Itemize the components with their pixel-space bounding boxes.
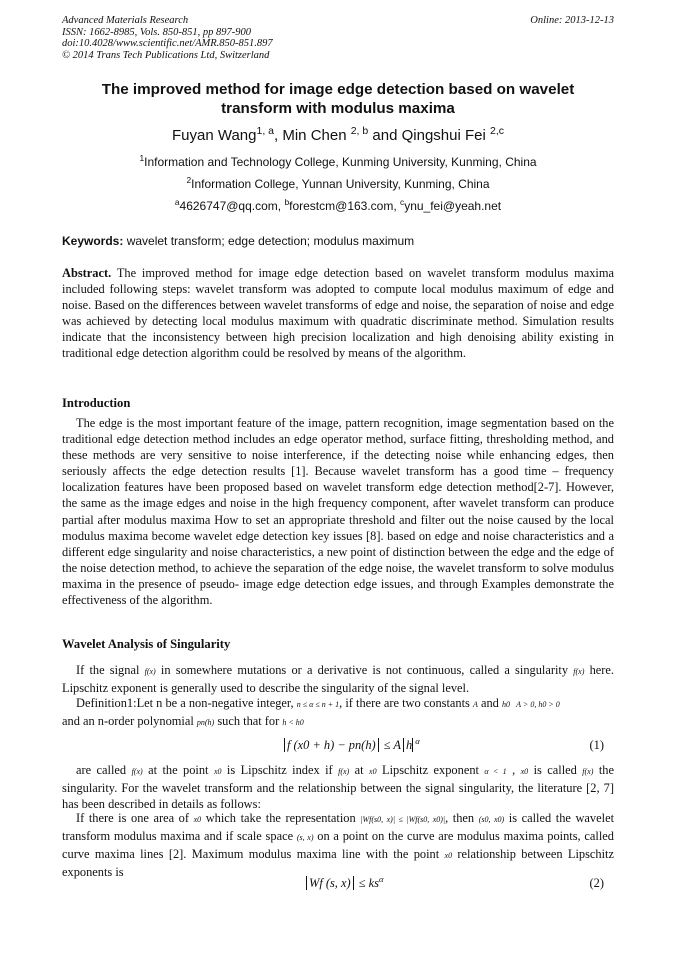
- author-2-sup: 2, b: [350, 125, 369, 137]
- text-run: ,: [506, 763, 521, 777]
- text-run: If the signal: [76, 663, 145, 677]
- online-date: Online: 2013-12-13: [530, 15, 614, 26]
- math-x0: x0: [369, 767, 377, 776]
- email-b-sup: b: [284, 197, 290, 207]
- text-run: the singularity. For the wavelet transform and the relationship between the signal singularity, the literature [2, 7] has been described in details as follows:: [62, 763, 614, 812]
- affiliation-2-text: Information College, Yunnan University, Kunming, China: [191, 177, 490, 191]
- text-run: Lipschitz exponent: [376, 763, 485, 777]
- affiliation-2-sup: 2: [186, 175, 192, 185]
- text-run: at: [349, 763, 370, 777]
- text-run: If there is one area of: [76, 811, 194, 825]
- author-1: Fuyan Wang: [172, 127, 257, 144]
- abstract-label: Abstract.: [62, 266, 112, 280]
- text-run: , if there are two constants: [339, 696, 473, 710]
- equation-1-body: [284, 735, 420, 753]
- affiliation-1-sup: 1: [139, 153, 145, 163]
- eq1-lhs: f (x0 + h) − pn(h): [284, 738, 376, 752]
- eq1-bar: [378, 738, 381, 752]
- email-a-sup: a: [174, 197, 180, 207]
- email-b[interactable]: forestcm@163.com,: [289, 199, 401, 213]
- text-run: and: [477, 696, 502, 710]
- text-run: such that for: [214, 714, 283, 729]
- email-line: [62, 199, 614, 214]
- text-run: here. Lipschitz exponent is generally used to describe the singularity of the signal level.: [62, 663, 614, 696]
- doi-line: doi:10.4028/www.scientific.net/AMR.850-851.897: [62, 38, 273, 49]
- eq2-rhs: ≤ ks: [358, 876, 379, 890]
- intro-heading: Introduction: [62, 396, 131, 410]
- equation-2: [62, 873, 614, 894]
- lipschitz-paragraph: [62, 762, 614, 812]
- text-run: which take the representation: [201, 811, 361, 825]
- singularity-paragraph: [62, 662, 614, 696]
- keywords-text: wavelet transform; edge detection; modulus maximum: [123, 234, 415, 248]
- email-c[interactable]: ynu_fei@yeah.net: [404, 199, 502, 213]
- author-list: [62, 126, 614, 146]
- text-run: are called: [76, 763, 132, 777]
- keywords: [62, 234, 614, 249]
- affiliation-2: [62, 177, 614, 192]
- author-3: and Qingshui Fei: [368, 127, 490, 144]
- math-n-range: n ≤ α ≤ n + 1: [296, 700, 340, 709]
- text-run: is Lipschitz index if: [221, 763, 339, 777]
- text-run: at the point: [142, 763, 214, 777]
- abstract-text: The improved method for image edge detection based on wavelet transform modulus maxima included following steps: wavelet transform was adopted to compute local modulus maximum of edge and noise. Based on the differences between wavelet transforms of edge and noise, the separation of noise and edge was achieved by detecting local modulus maximum with quadratic discriminate method. Simulation results indicate that the inconsistency between high precision localization and high denoising ability existing in traditional edge detection algorithm could be resolved by means of the algorithm.: [62, 266, 614, 361]
- math-cond: A > 0, h0 > 0: [516, 700, 560, 709]
- text-run: relationship between Lipschitz exponents is: [62, 847, 614, 880]
- text-run: , then: [445, 811, 479, 825]
- eq1-alpha: α: [415, 735, 420, 746]
- text-run: on a point on the curve are modulus maxima points, called curve maxima lines [2]. Maximum modulus maxima line with the point: [62, 829, 614, 862]
- eq2-alpha: α: [378, 873, 384, 884]
- email-a[interactable]: 4626747@qq.com,: [179, 199, 285, 213]
- author-2: , Min Chen: [274, 127, 351, 144]
- math-x0: x0: [213, 767, 222, 776]
- intro-paragraph: The edge is the most important feature of the image, pattern recognition, image segmentation based on the traditional edge detection method includes an edge operator method, surface fitting, thresholding method, and these methods are very sensitive to noise interference, if the detecting noise while enhancing edges, then seriously affects the edge detection results [1]. Because wavelet transform has a good time – frequency localization features have been proposed based on wavelet transform edge detection method[2-7]. However, the same as the image edges and noise in the high frequency component, after wavelet transform can produce partial after modulus maxima How to set an appropriate threshold and filter out the noise caused by the local modulus maxima become wavelet edge detection key issues [8]. based on edge and noise characteristics and a different edge singularity and noise characteristics, a new point of distinction between the edge and the edge of the noise detection method, to achieve the separation of the edge noise, the wavelet transform to solve modulus maxima in the presence of pseudo- image edge detection edge issues, and through Examples demonstrate the effectiveness of the algorithm.: [62, 416, 614, 608]
- keywords-label: Keywords:: [62, 234, 124, 248]
- paper-title: [62, 80, 614, 118]
- equation-2-number: (2): [589, 876, 604, 890]
- email-c-sup: c: [400, 197, 405, 207]
- math-sx: (s, x): [296, 833, 314, 843]
- math-x0: x0: [444, 851, 453, 861]
- math-A: A: [472, 700, 478, 709]
- math-fx: f(x): [338, 767, 350, 776]
- eq1-rhs: ≤ A: [383, 738, 401, 752]
- math-s0x0: (s0, x0): [478, 815, 505, 824]
- math-fx: f(x): [131, 767, 143, 776]
- math-x0: x0: [193, 815, 202, 824]
- journal-header: [62, 15, 273, 61]
- modulus-maxima-paragraph: [62, 810, 614, 880]
- equation-1: [62, 735, 614, 756]
- section-heading-wavelet: Wavelet Analysis of Singularity: [62, 637, 231, 651]
- journal-name: Advanced Materials Research: [62, 15, 189, 26]
- affiliation-1-text: Information and Technology College, Kunming University, Kunming, China: [144, 155, 537, 169]
- math-alpha-lt-1: α < 1: [484, 767, 507, 776]
- text-run: is called the wavelet transform modulus maxima and if scale space: [62, 811, 615, 844]
- author-1-sup: 1, a: [256, 125, 275, 137]
- text-run: is called: [528, 763, 583, 777]
- equation-1-number: (1): [589, 738, 604, 752]
- title-line-1: The improved method for image edge detection based on wavelet: [101, 81, 575, 98]
- text-run: Definition1:Let n be a non-negative integer,: [76, 696, 297, 710]
- math-representation: |Wf(s0, x)| ≤ |Wf(s0, x0)|: [360, 815, 446, 824]
- affiliation-1: [62, 155, 614, 170]
- text-run: and an n-order polynomial: [62, 714, 197, 729]
- math-hlt: h < h0: [282, 718, 304, 728]
- equation-2-body: [306, 873, 384, 891]
- copyright-line: © 2014 Trans Tech Publications Ltd, Switzerland: [62, 49, 270, 61]
- math-h0: h0: [501, 700, 510, 709]
- abstract: [62, 265, 614, 362]
- definition-paragraph: [62, 695, 614, 731]
- math-fx: f(x): [582, 767, 594, 776]
- eq2-bar: [353, 876, 356, 890]
- text-run: in somewhere mutations or a derivative is not continuous, called a singularity: [155, 663, 574, 677]
- math-x0: x0: [520, 767, 529, 776]
- eq2-lhs: Wf (s, x): [306, 876, 351, 890]
- issn-line: ISSN: 1662-8985, Vols. 850-851, pp 897-900: [62, 26, 251, 38]
- title-line-2: transform with modulus maxima: [221, 100, 455, 117]
- math-pn: pn(h): [196, 718, 215, 728]
- math-fx: f(x): [573, 667, 585, 676]
- author-3-sup: 2,c: [489, 125, 504, 137]
- math-fx: f(x): [144, 667, 156, 676]
- eq1-h: h: [403, 738, 412, 752]
